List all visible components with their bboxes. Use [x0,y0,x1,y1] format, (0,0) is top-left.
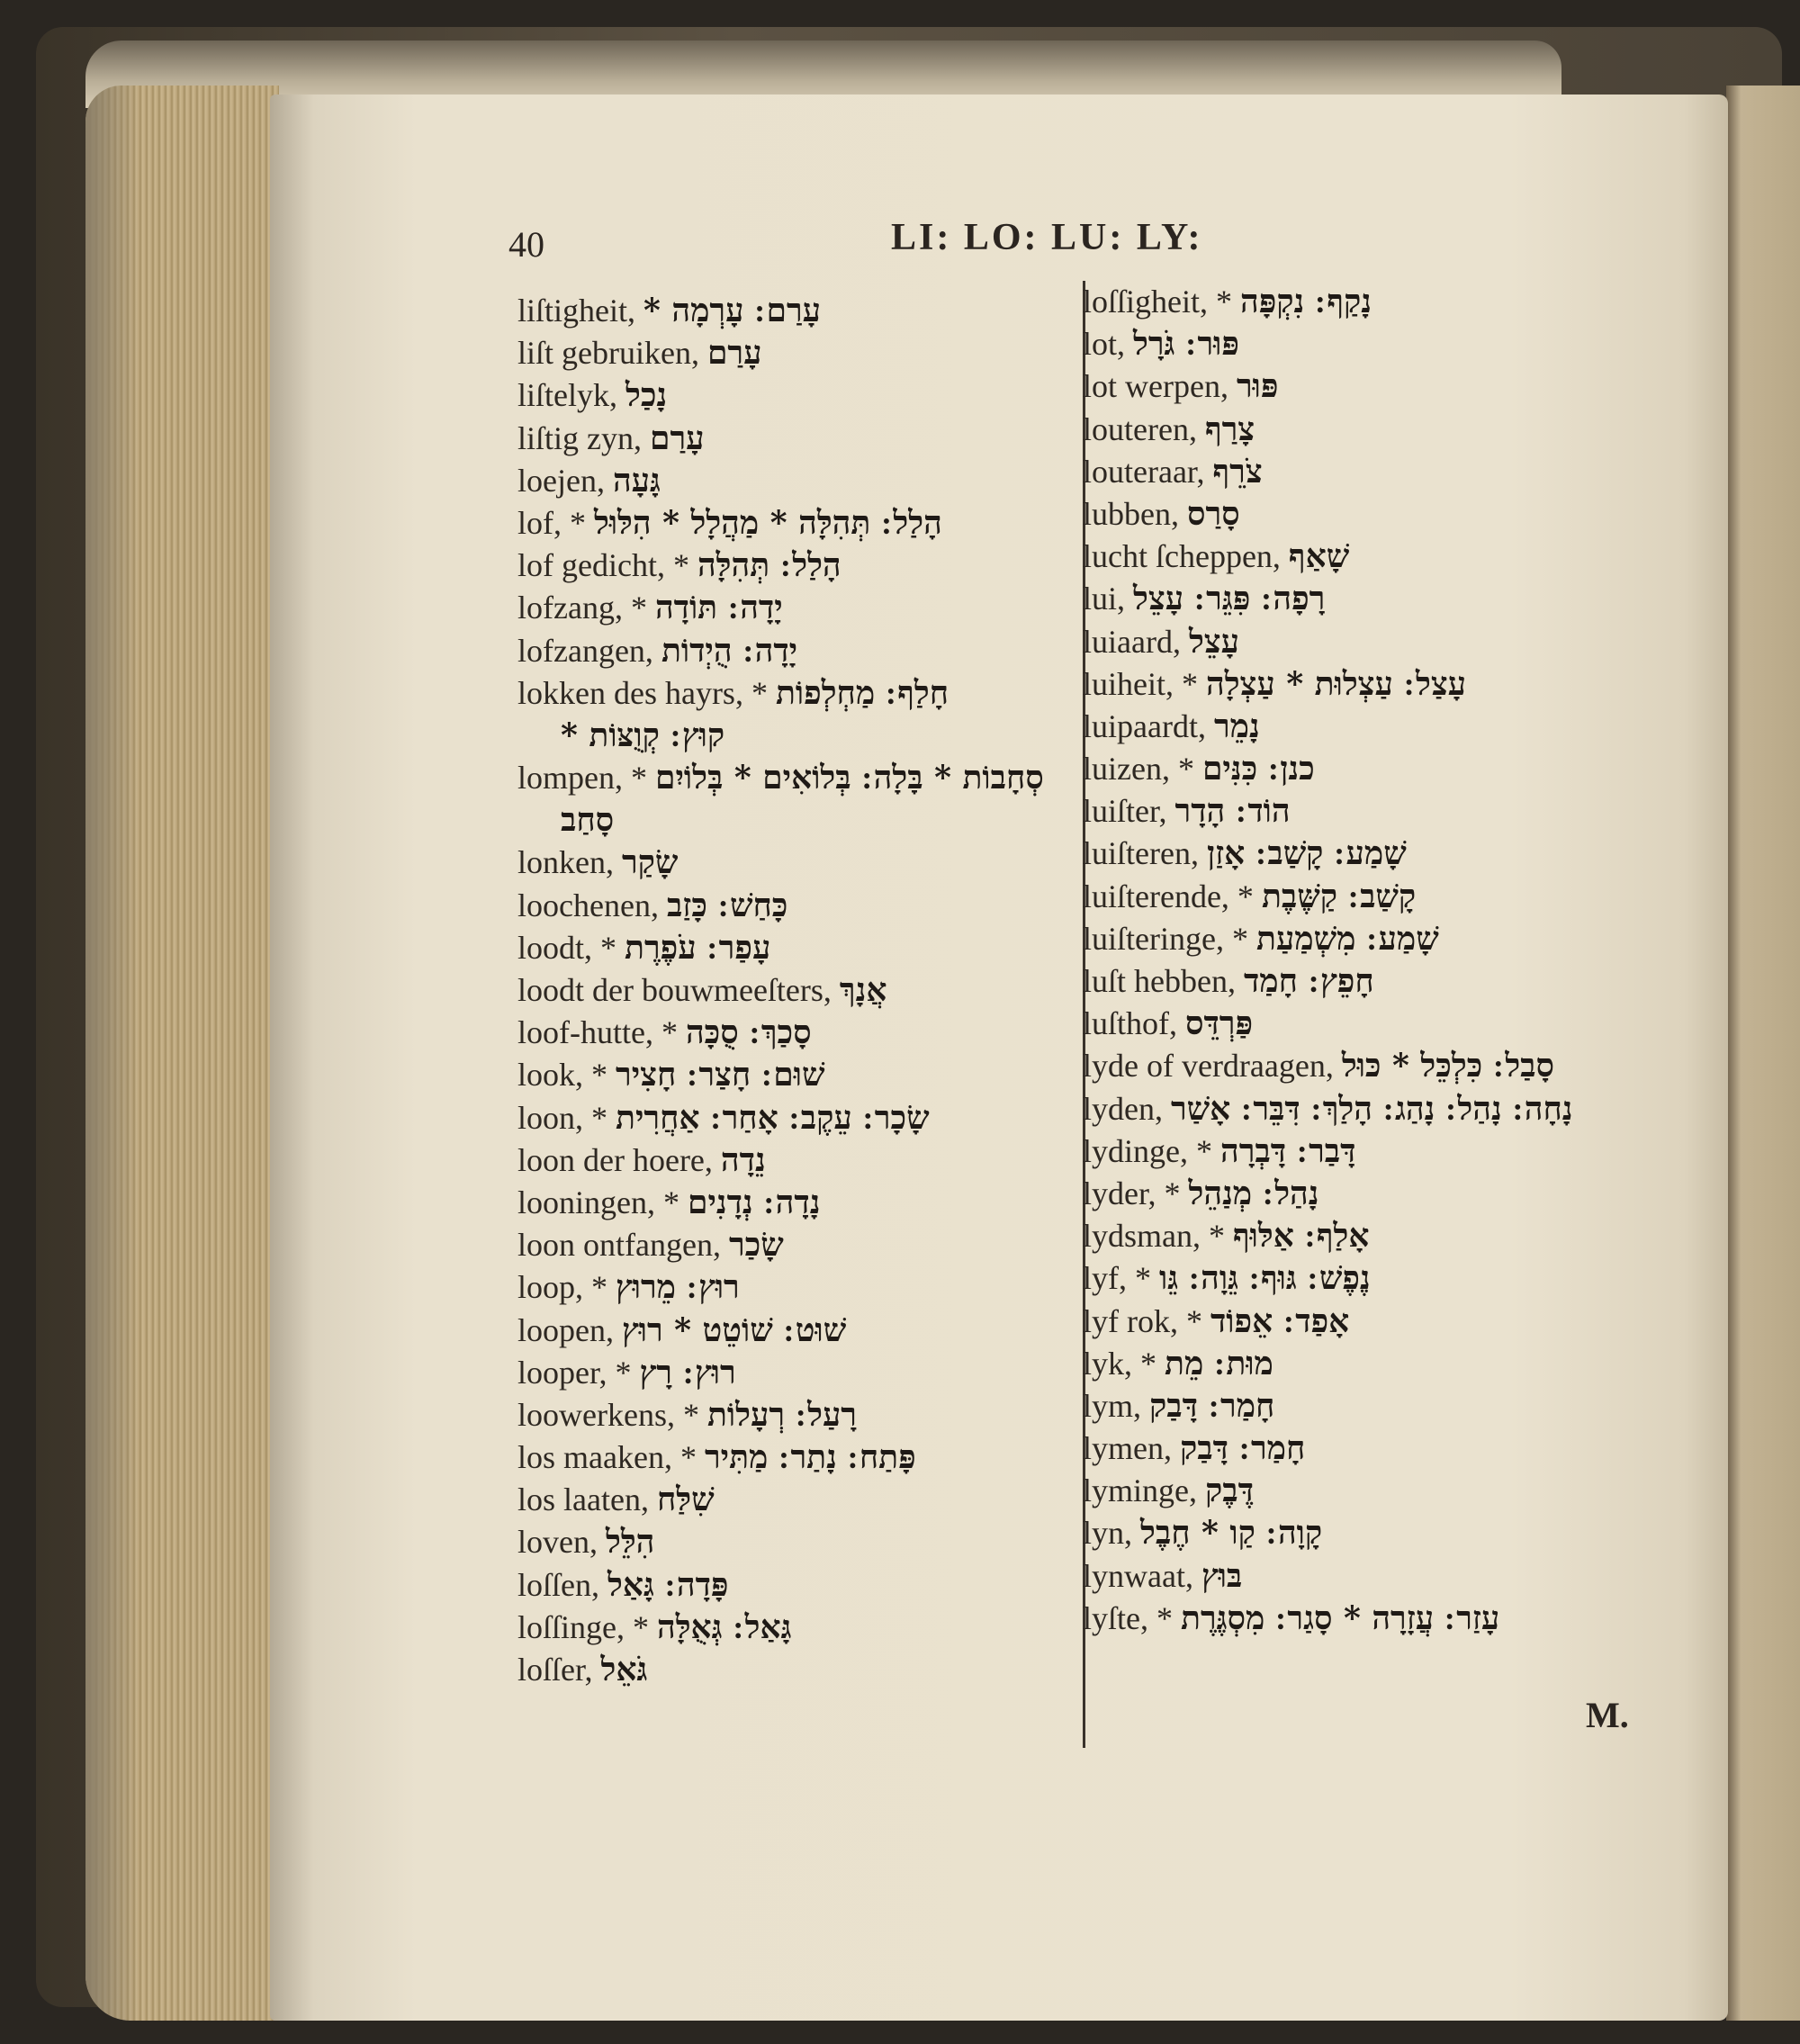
entry-hebrew: דֶּבֶק [1204,1472,1254,1510]
entry-hebrew: חָמַר ׃ דָּבַק [1179,1429,1306,1468]
entry-term: loodt der bouwmeeſters, [518,972,832,1008]
dictionary-entry [518,332,1066,374]
entry-hebrew: צֹרֵף [1212,452,1263,491]
entry-hebrew: עָזַר ׃ עֲזָרָה * סָגַר ׃ מִסְגֶּרֶת [1180,1598,1500,1637]
entry-term: luiſter, [1083,793,1167,830]
entry-hebrew: יָדָה ׃ תּוֹדָה [654,589,783,627]
entry-term: lof gedicht, * [518,547,689,584]
dictionary-entry [1083,536,1587,578]
entry-term: loon, * [518,1099,608,1136]
entry-term: lot werpen, [1083,368,1228,405]
dictionary-entry [1083,281,1587,323]
entry-hebrew: עָצֵל [1188,622,1240,661]
entry-term: loſſinge, * [518,1608,649,1645]
entry-term: louteraar, [1083,453,1205,490]
entry-term: loven, [518,1524,598,1561]
dictionary-entry [518,587,1066,629]
dictionary-entry [518,1479,1066,1521]
dictionary-entry [1083,833,1587,875]
dictionary-entry [518,715,1066,757]
dictionary-entry [1083,409,1587,451]
entry-term: luiſteren, [1083,835,1199,872]
entry-hebrew: הוֹד ׃ הָדָר [1174,792,1291,831]
entry-hebrew: כָּחַשׁ ׃ כָּזַב [666,886,788,924]
entry-hebrew: נָהַל ׃ מְנַהֵל [1188,1174,1319,1212]
dictionary-entry [518,1310,1066,1352]
entry-hebrew: שָׂקַר [621,843,679,882]
dictionary-entry [1083,1257,1587,1300]
dictionary-entry [1083,790,1587,833]
page-stack-edge [86,86,279,2021]
dictionary-entry [518,1564,1066,1607]
dictionary-entry [518,1224,1066,1266]
entry-hebrew: דָּבַר ׃ דָּבְרָה [1220,1131,1356,1170]
dictionary-entry [518,1649,1066,1691]
dictionary-entry [518,885,1066,927]
dictionary-entry [1083,578,1587,620]
entry-hebrew: פָּתַח ׃ נָתַר ׃ מַתִּיר [704,1438,916,1477]
entry-term: look, * [518,1057,608,1094]
entry-hebrew: צָרַף [1204,410,1256,448]
entry-hebrew: בּוּץ [1201,1556,1243,1595]
facing-page-edge [1726,86,1800,2021]
dictionary-entry [1083,1088,1587,1130]
entry-term: lydsman, * [1083,1218,1225,1255]
dictionary-entry [518,1097,1066,1139]
dictionary-entry [1083,493,1587,536]
dictionary-entry [1083,451,1587,493]
entry-term: lym, [1083,1387,1142,1424]
dictionary-entry [518,1012,1066,1054]
entry-hebrew: חָפֵץ ׃ חָמַד [1243,962,1374,1000]
entry-hebrew: פָּדָה ׃ גָּאַל [607,1565,729,1604]
entry-term: loowerkens, * [518,1396,699,1433]
dictionary-entry [1083,1045,1587,1087]
dictionary-entry [518,290,1066,332]
dictionary-entry [1083,663,1587,706]
entry-term: lynwaat, [1083,1557,1193,1594]
entry-term: liſtig zyn, [518,419,642,456]
entry-term: loon ontfangen, [518,1227,721,1264]
entry-term: lyn, [1083,1515,1133,1552]
entry-term: loopen, [518,1311,614,1348]
entry-term: los laaten, [518,1481,649,1518]
entry-term: lonken, [518,844,614,881]
dictionary-entry [518,418,1066,460]
entry-hebrew: רוּץ ׃ מֵרוּץ [616,1268,740,1307]
entry-hebrew: גֹּאֵל [600,1651,648,1688]
dictionary-entry [1083,1598,1587,1640]
entry-hebrew: נָמֵר [1213,707,1260,745]
dictionary-entry [518,460,1066,502]
entry-term: lyſte, * [1083,1599,1173,1636]
entry-term: lyde of verdraagen, [1083,1048,1334,1085]
dictionary-entry [518,1054,1066,1096]
entry-hebrew: סָבַל ׃ כִּלְכֵּל * כּוּל [1341,1047,1555,1085]
entry-term: liſtelyk, [518,377,617,414]
entry-hebrew: הָלַל ׃ תְּהִלָּה * מַהֲלָל * הִלּוּל [594,503,942,542]
entry-hebrew: נֶפֶשׁ ׃ גּוּף ׃ גֵּוָה ׃ גֵּו [1159,1259,1371,1298]
entry-term: loon der hoere, [518,1141,713,1178]
dictionary-entry [518,927,1066,969]
entry-term: loop, * [518,1269,608,1306]
entry-term: los maaken, * [518,1439,697,1476]
entry-term: lokken des hayrs, * [518,674,768,711]
entry-hebrew: שָׁמַע ׃ מִשְׁמַעַת [1256,919,1439,958]
entry-hebrew: עָרַם [650,419,705,457]
entry-hebrew: כנן ׃ כִּנִּים [1202,750,1315,788]
entry-hebrew: גָּעָה [612,461,661,500]
entry-hebrew: נָחָה ׃ נָהַל ׃ נָהַג ׃ הָלַךְ ׃ דִּבֵּר ׃ אָשַׁר [1170,1089,1573,1128]
entry-hebrew: שָׁמַע ׃ קָשַׁב ׃ אָזַן [1206,834,1407,873]
entry-term: lui, [1083,581,1126,617]
dictionary-entry [518,1266,1066,1309]
entry-hebrew: רָעַל ׃ רְעָלוֹת [706,1395,857,1434]
dictionary-entry [1083,748,1587,790]
entry-hebrew: מוּת ׃ מֵת [1165,1344,1274,1382]
dictionary-entry [518,1352,1066,1394]
entry-hebrew: קָוָה ׃ קַו * חֶבֶל [1140,1514,1323,1553]
entry-hebrew: עָצַל ׃ עַצְלוּת * עַצְלָה [1206,664,1467,703]
entry-term: luſthof, [1083,1005,1177,1042]
entry-term: lydinge, * [1083,1132,1212,1169]
entry-term: luiaard, [1083,623,1181,660]
entry-term: looningen, * [518,1184,680,1220]
entry-hebrew: שָׁאַף [1288,537,1350,576]
entry-term: luſt hebben, [1083,963,1236,999]
running-head: LI: LO: LU: LY: [891,217,1203,258]
entry-term: liſtigheit, [518,293,635,329]
entry-term: loochenen, [518,887,659,923]
entry-hebrew: סָכַךְ ׃ סֻכָּה [685,1013,812,1052]
dictionary-entry [1083,1173,1587,1215]
entry-hebrew: עָרַם ׃ עָרְמָה * [644,292,822,329]
dictionary-entry [518,969,1066,1012]
entry-term: lyminge, [1083,1472,1197,1509]
dictionary-entry [1083,1301,1587,1343]
entry-term: lucht ſcheppen, [1083,538,1281,575]
entry-term: luizen, * [1083,751,1194,788]
entry-term: lot, [1083,326,1126,363]
entry-term: lofzang, * [518,590,647,626]
entry-term: loejen, [518,462,605,499]
dictionary-entry [1083,918,1587,960]
page-number: 40 [508,224,544,265]
entry-hebrew: חָמַר ׃ דָּבַק [1149,1386,1275,1425]
entry-hebrew: אָלַף ׃ אַלּוּף [1233,1217,1370,1256]
dictionary-entry [518,630,1066,672]
entry-hebrew: רוּץ ׃ רָץ [639,1353,736,1391]
dictionary-entry [1083,1555,1587,1598]
entry-hebrew: שׁוּם ׃ חָצַר ׃ חָצִיר [616,1056,825,1094]
entry-hebrew: יָדָה ׃ הֻיְדוֹת [661,631,798,670]
catchword: M. [1586,1695,1629,1735]
entry-hebrew: קָשַׁב ׃ קַשֶּׁבֶת [1261,877,1417,915]
entry-term: lompen, * [518,760,647,797]
dictionary-entry [518,672,1066,715]
entry-term: lubben, [1083,495,1179,532]
entry-term: lyf rok, * [1083,1302,1202,1339]
dictionary-entry [1083,1130,1587,1173]
entry-hebrew: פּוּר ׃ גֹּרָל [1133,325,1239,364]
dictionary-entry [1083,1470,1587,1512]
entry-hebrew: חָלַף ׃ מַחְלְפוֹת [775,673,950,712]
entry-term: louteren, [1083,410,1197,447]
dictionary-entry [518,1607,1066,1649]
dictionary-entry [518,842,1066,884]
left-column [518,290,1066,1691]
dictionary-entry [518,1139,1066,1182]
entry-term: looper, * [518,1354,632,1391]
dictionary-entry [518,1394,1066,1436]
entry-hebrew: שָׂכַר [728,1226,784,1265]
entry-hebrew: אָפַד ׃ אֵפוֹד [1210,1301,1350,1340]
entry-hebrew: הָלַל ׃ תְּהִלָּה [697,546,842,585]
entry-hebrew: שׁוּט ׃ שׁוֹטֵט * רוּץ [621,1310,847,1349]
dictionary-entry [1083,960,1587,1003]
dictionary-entry [518,1436,1066,1479]
entry-hebrew: נָדָה ׃ נְדָנִים [687,1183,821,1221]
entry-hebrew: קוּץ ׃ קְוֻצּוֹת * [561,716,725,754]
entry-hebrew: פּוּר [1236,367,1279,406]
dictionary-entry [518,1521,1066,1563]
entry-term: luipaardt, [1083,707,1206,744]
entry-term: lofzangen, [518,632,653,669]
entry-term: luiſterende, * [1083,878,1254,914]
dictionary-entry [518,502,1066,545]
entry-hebrew: אֲנָךְ [839,971,887,1009]
dictionary-entry [1083,1385,1587,1427]
dictionary-entry [1083,1427,1587,1470]
entry-hebrew: נֵדָה [720,1140,766,1179]
entry-term: loſſigheit, * [1083,284,1232,320]
dictionary-entry [1083,1343,1587,1385]
entry-hebrew: נָכַל [626,376,668,415]
dictionary-entry [518,799,1066,842]
entry-term: loſſen, [518,1566,599,1603]
entry-term: lyder, * [1083,1175,1181,1211]
entry-hebrew: נָקַף ׃ נִקְפָּה [1240,283,1372,320]
entry-term: luiſteringe, * [1083,920,1248,957]
dictionary-entry [518,757,1066,799]
entry-hebrew: שִׁלַּח [656,1481,715,1519]
entry-term: loof-hutte, * [518,1014,678,1051]
dictionary-entry [518,374,1066,417]
entry-term: lyk, * [1083,1345,1157,1382]
entry-hebrew: הִלֵּל [605,1523,655,1562]
entry-term: lymen, [1083,1430,1172,1467]
entry-hebrew: פַּרְדֵּס [1185,1004,1254,1043]
right-column [1083,281,1587,1640]
dictionary-entry [518,1182,1066,1224]
dictionary-entry [1083,621,1587,663]
dictionary-entry [1083,1215,1587,1257]
entry-hebrew: סְחָבוֹת * בָּלָה ׃ בְּלוֹאִים * בְּלוֹיִם [654,759,1044,797]
entry-hebrew: עָפַר ׃ עֹפֶרֶת [625,928,771,967]
entry-term: loodt, * [518,929,617,966]
dictionary-entry [1083,876,1587,918]
dictionary-entry [1083,1512,1587,1554]
entry-hebrew: סָרַס [1186,494,1240,533]
dictionary-entry [518,545,1066,587]
dictionary-entry [1083,1003,1587,1045]
entry-term: lof, * [518,504,586,541]
entry-term: lyden, [1083,1090,1163,1127]
entry-hebrew: סָחַב [561,801,615,840]
dictionary-entry [1083,323,1587,365]
entry-term: lyf, * [1083,1260,1151,1297]
entry-hebrew: עָרַם [706,334,762,373]
entry-hebrew: רָפָה ׃ פִּגֵּר ׃ עָצֵל [1133,580,1326,618]
entry-term: luiheit, * [1083,665,1198,702]
entry-term: loſſer, [518,1652,593,1688]
entry-hebrew: גָּאַל ׃ גְּאֻלָּה [657,1607,792,1646]
entry-hebrew: שָׂכָר ׃ עֵקֶב ׃ אָחַר ׃ אַחֲרִית [616,1098,930,1137]
dictionary-entry [1083,706,1587,748]
entry-term: liſt gebruiken, [518,335,699,372]
dictionary-entry [1083,365,1587,408]
